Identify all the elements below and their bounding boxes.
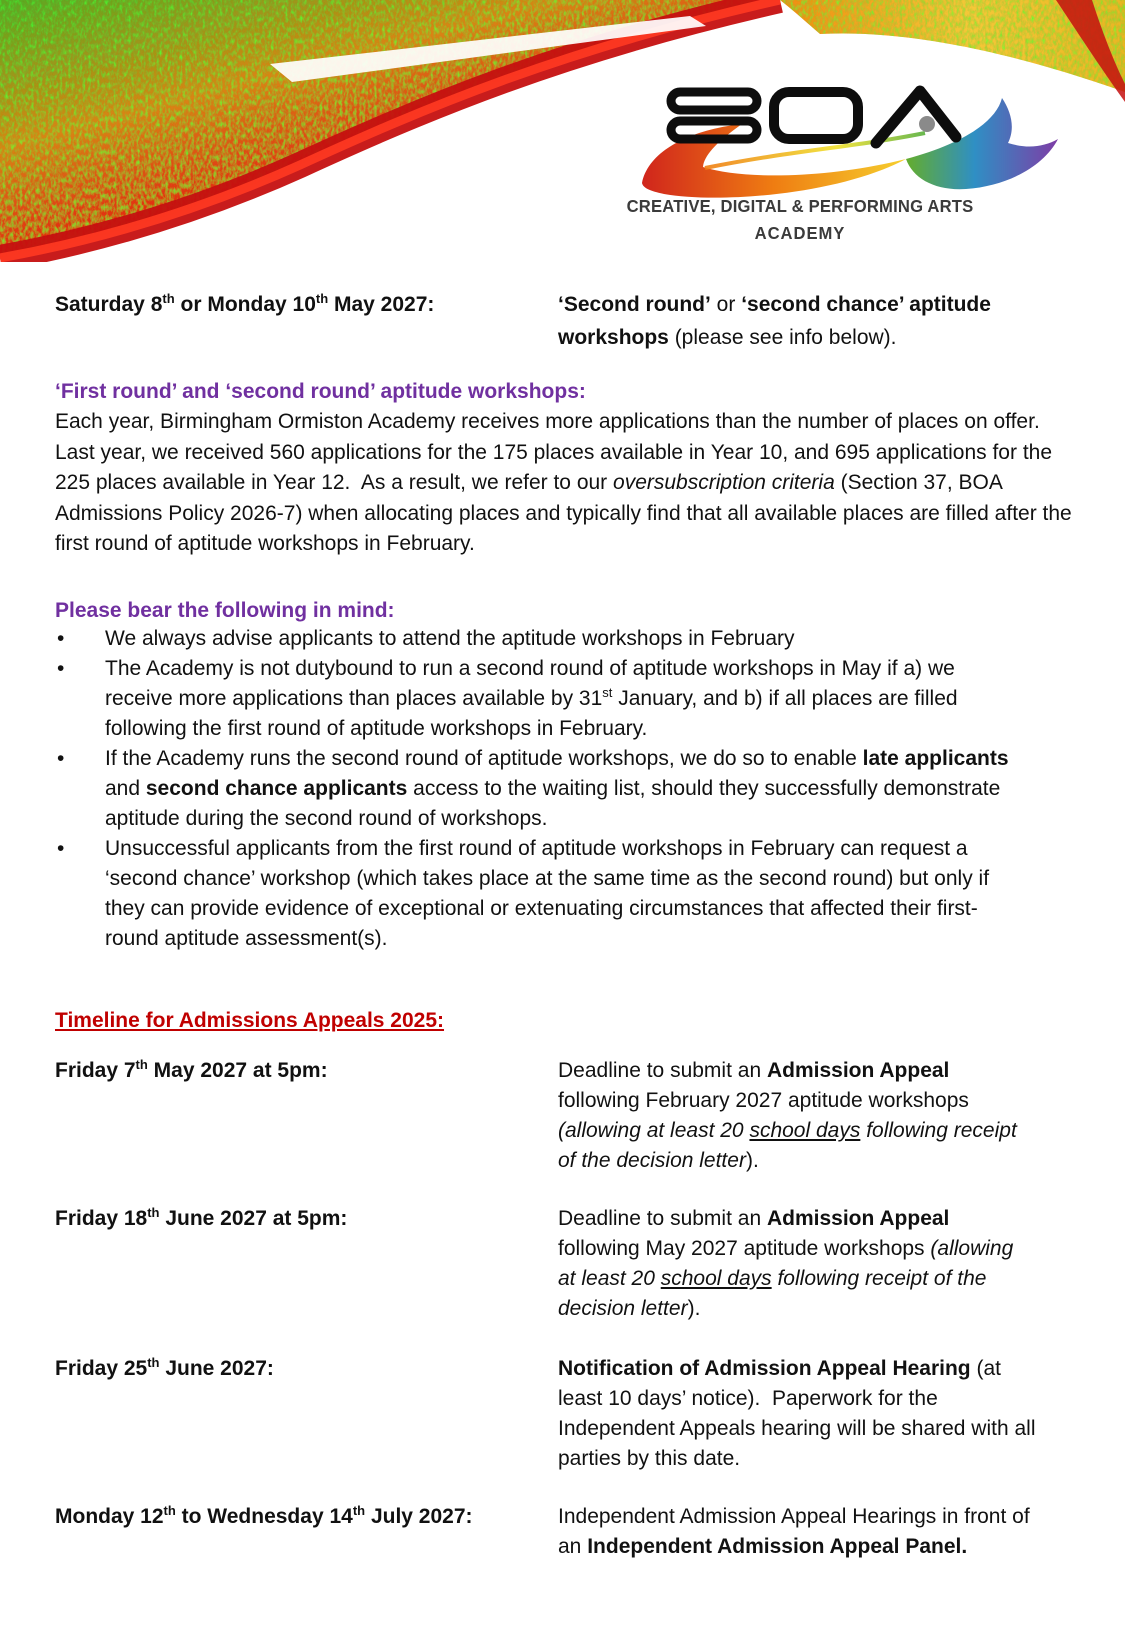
heading-first-round: ‘First round’ and ‘second round’ aptitude workshops: (55, 380, 586, 403)
bullet-marker: • (57, 747, 65, 770)
bullet-list (55, 624, 1060, 954)
letter-O (774, 92, 858, 139)
bullet-marker: • (57, 657, 65, 680)
timeline-date: Friday 7th May 2027 at 5pm: (55, 1057, 328, 1082)
bullet-item (55, 834, 1060, 954)
bullet-marker: • (57, 627, 65, 650)
timeline-date: Monday 12th to Wednesday 14th July 2027: (55, 1503, 473, 1528)
bullet-item (55, 654, 1060, 744)
intro-date: Saturday 8th or Monday 10th May 2027: (55, 291, 435, 316)
letter-A-dot (919, 116, 935, 132)
timeline-row (55, 1204, 1075, 1324)
bullet-item (55, 624, 1060, 654)
timeline-desc: Notification of Admission Appeal Hearing (at least 10 days’ notice). Paperwork for the Independent Appeals hearing will be shared with all parties by this date. (558, 1357, 1042, 1470)
letter-B-top (671, 92, 757, 110)
bullet-text: The Academy is not dutybound to run a second round of aptitude workshops in May if a) we receive more applications than places available by 31st January, and b) if all places are filled following the first round of aptitude workshops in February. (105, 657, 964, 740)
bullet-marker: • (57, 837, 65, 860)
timeline-desc: Independent Admission Appeal Hearings in front of an Independent Admission Appeal Panel. (558, 1505, 1036, 1558)
bullet-text: Unsuccessful applicants from the first round of aptitude workshops in February can request a ‘second chance’ workshop (which takes place at the same time as the second round) but only if they can provide evidence of exceptional or extenuating circumstances that affected their first-round aptitude assessment(s). (105, 837, 995, 950)
timeline-row (55, 1056, 1075, 1176)
timeline-desc: Deadline to submit an Admission Appeal following February 2027 aptitude workshops (allowing at least 20 school days following receipt of the decision letter). (558, 1059, 1023, 1172)
wave-right-band (780, 0, 1125, 102)
bullet-text: We always advise applicants to attend the aptitude workshops in February (105, 627, 795, 650)
heading-timeline-appeals: Timeline for Admissions Appeals 2025: (55, 1009, 445, 1032)
timeline-row (55, 1354, 1075, 1474)
intro-desc: ‘Second round’ or ‘second chance’ aptitude workshops (please see info below). (558, 293, 997, 349)
logo-caption-line2: ACADEMY (754, 223, 846, 243)
logo-caption-line1: CREATIVE, DIGITAL & PERFORMING ARTS (626, 196, 974, 216)
boa-logo-mark (642, 91, 1058, 198)
intro-date-row (55, 288, 1075, 354)
timeline-date: Friday 25th June 2027: (55, 1355, 274, 1380)
paragraph-first-round: Each year, Birmingham Ormiston Academy receives more applications than the number of places on offer. Last year, we received 560 applications for the 175 places available in Year 10, and 695 applications for the 225 places available in Year 12. As a result, we refer to our oversubscription criteria (Section 37, BOA Admissions Policy 2026-7) when allocating places and typically find that all available places are filled after the first round of aptitude workshops in February. (55, 410, 1078, 555)
logo-swoosh-right (906, 98, 1058, 189)
timeline-desc: Deadline to submit an Admission Appeal following May 2027 aptitude workshops (allowing at least 20 school days following receipt of the decision letter). (558, 1207, 1020, 1320)
bullet-item (55, 744, 1060, 834)
timeline-date: Friday 18th June 2027 at 5pm: (55, 1205, 348, 1230)
timeline-row (55, 1502, 1075, 1562)
wave-left-mass (0, 0, 780, 258)
bullet-text: If the Academy runs the second round of aptitude workshops, we do so to enable late applicants and second chance applicants access to the waiting list, should they successfully demonstrate aptitude during the second round of workshops. (105, 747, 1015, 830)
heading-bear-in-mind: Please bear the following in mind: (55, 599, 395, 622)
